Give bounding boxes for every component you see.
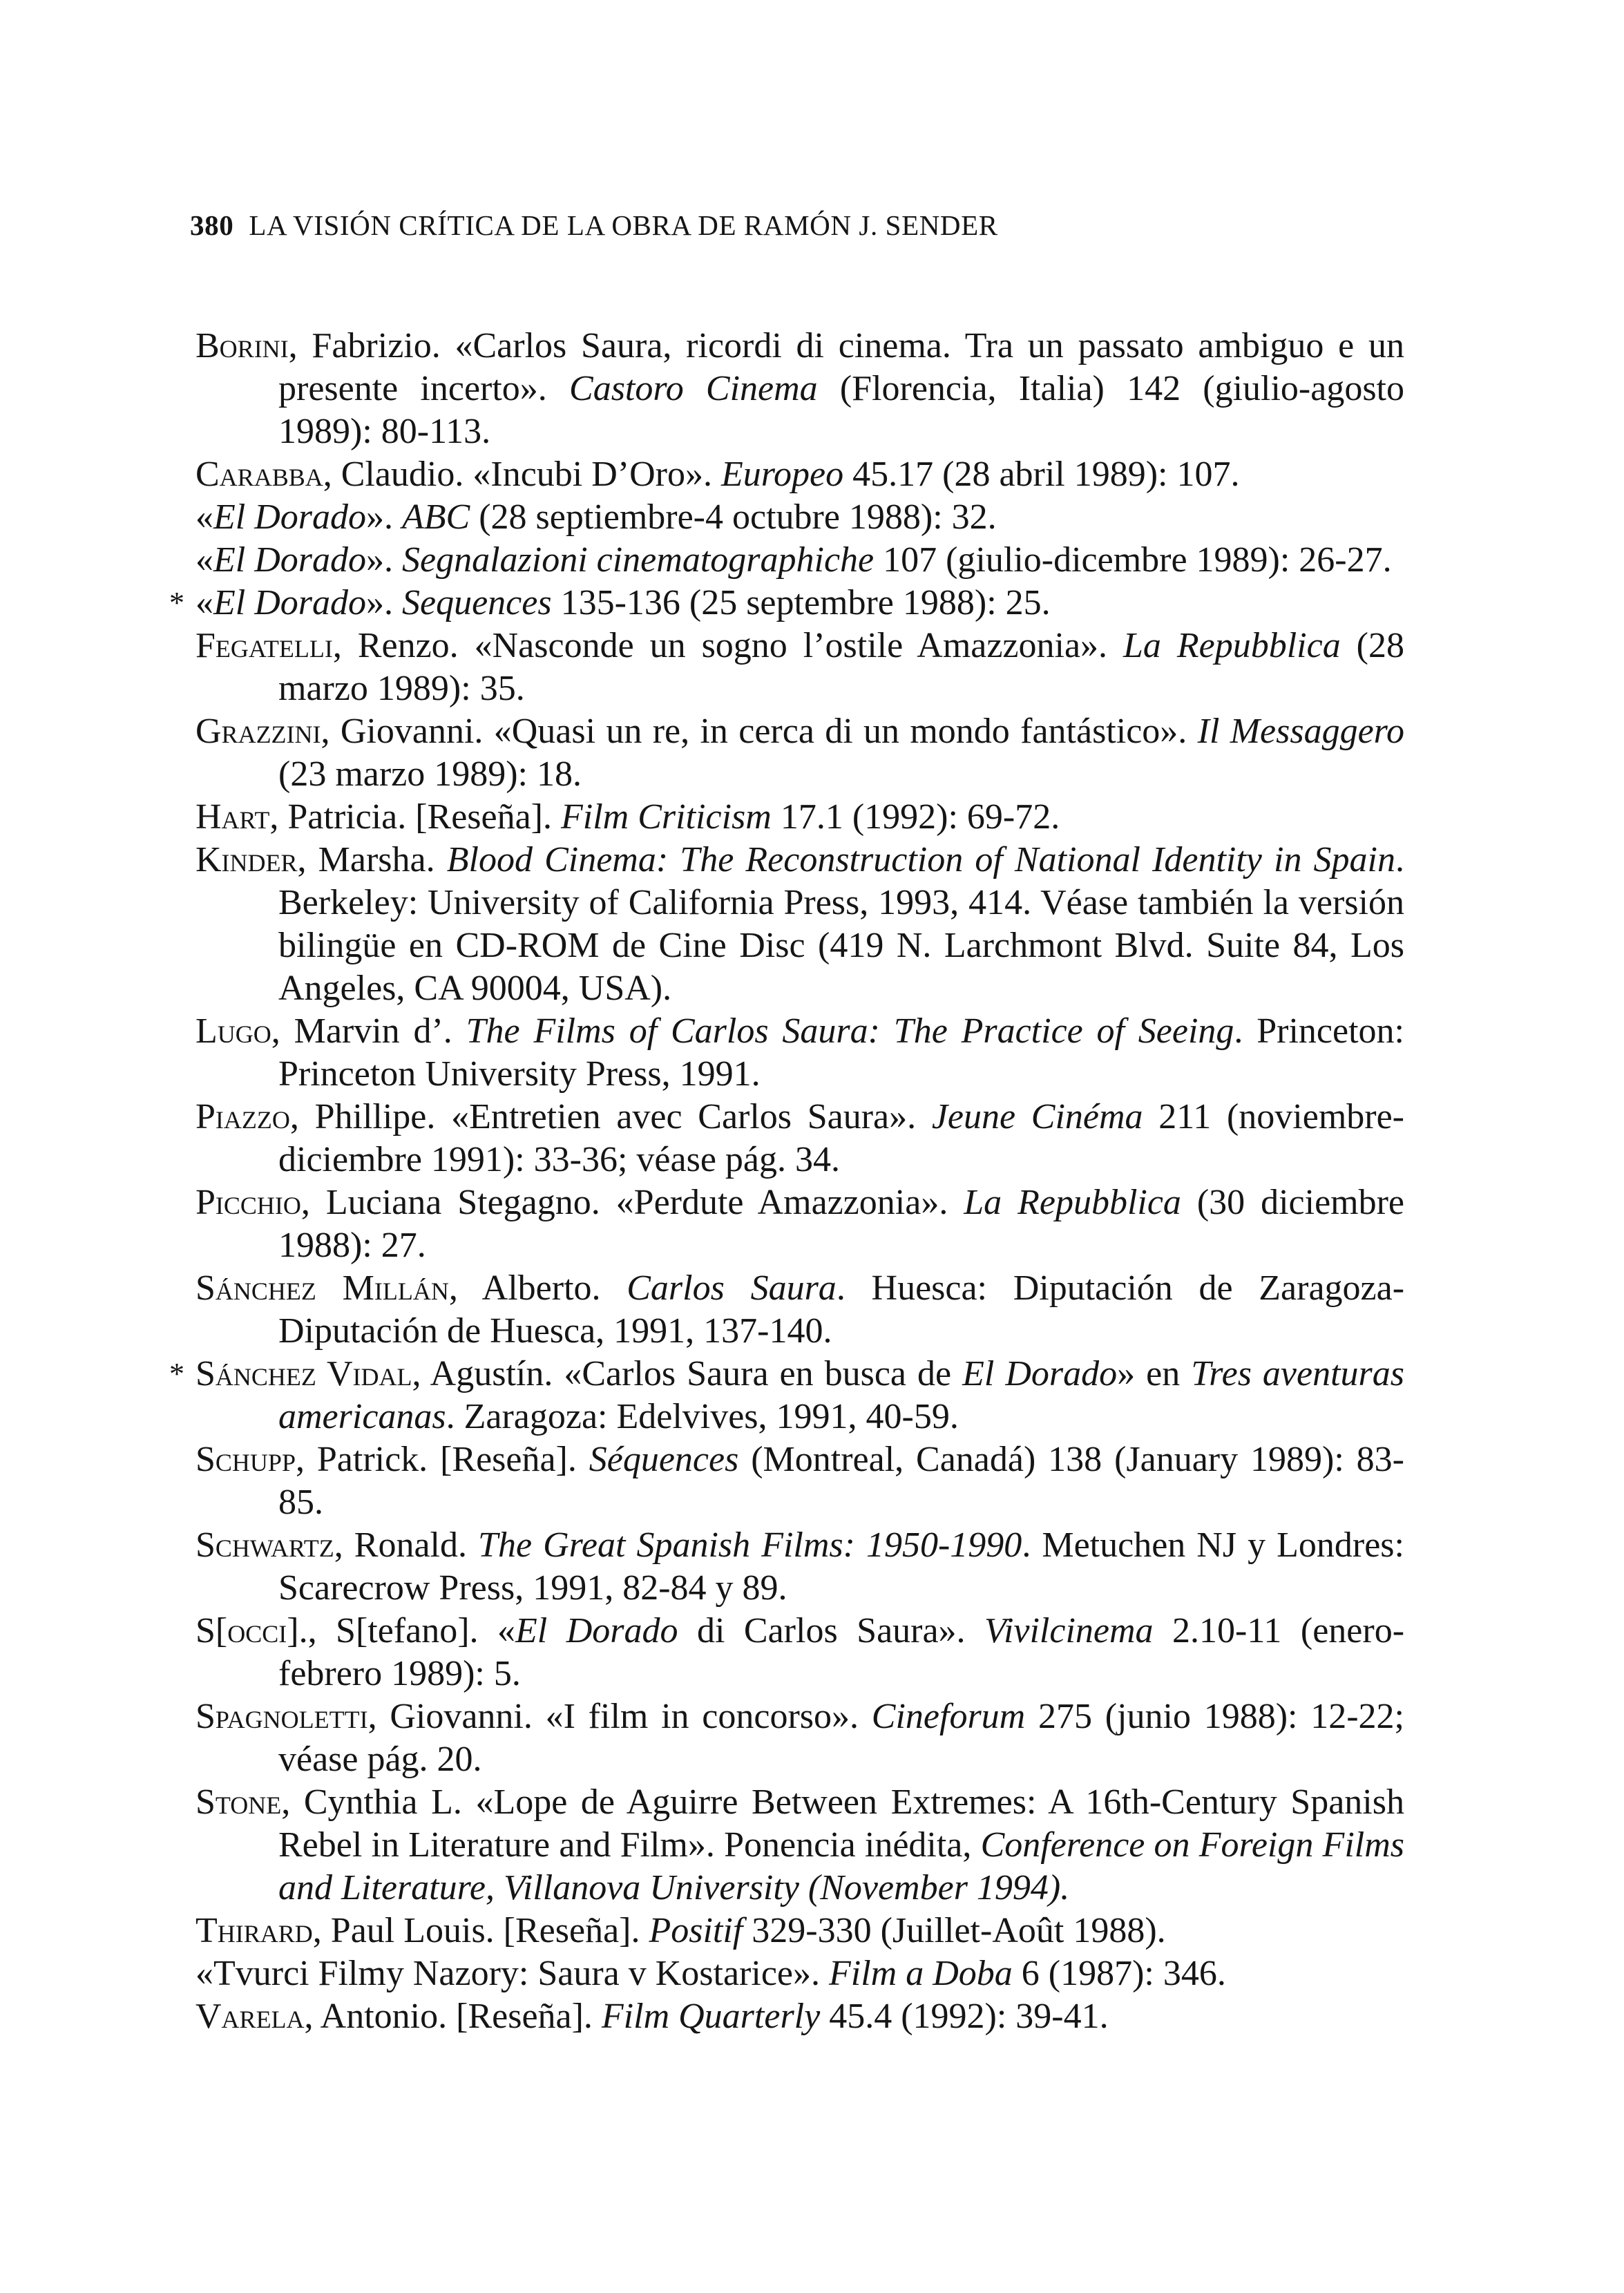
italic-title: El Dorado	[213, 497, 366, 537]
italic-title: La Repubblica	[964, 1183, 1181, 1222]
bibliography-entry	[195, 710, 1404, 796]
author-surname: Hart	[195, 797, 270, 837]
asterisk-marker: *	[169, 1357, 184, 1391]
bibliography-entry	[195, 453, 1404, 496]
italic-title: El Dorado	[515, 1611, 678, 1650]
author-surname: Borini	[195, 326, 289, 365]
entry-text: di Carlos Saura».	[678, 1611, 985, 1650]
asterisk-marker: *	[169, 586, 184, 620]
entry-text: , Marsha.	[297, 840, 447, 879]
italic-title: Europeo	[720, 455, 844, 494]
italic-title: Vivilcinema	[984, 1611, 1154, 1650]
italic-title: ABC	[402, 497, 470, 537]
entry-text: 2.10-11 (enero-febrero 1989): 5.	[278, 1611, 1405, 1693]
italic-title: The Great Spanish Films: 1950-1990	[478, 1525, 1022, 1565]
entry-text: 329-330 (Juillet-Août 1988).	[743, 1911, 1166, 1950]
author-surname: Fegatelli	[195, 626, 333, 665]
author-surname: Schwartz	[195, 1525, 334, 1565]
entry-text: , Fabrizio. «Carlos Saura, ricordi di cinema. Tra un passato ambiguo e un presente incerto».	[278, 326, 1404, 408]
bibliography-entry	[195, 1610, 1404, 1695]
bibliography-entry	[195, 1695, 1404, 1781]
italic-title: Castoro Cinema	[569, 369, 818, 408]
entry-text: , Agustín. «Carlos Saura en busca de	[412, 1354, 963, 1393]
entry-text: , Patrick. [Reseña].	[295, 1440, 589, 1479]
entry-text: . Berkeley: University of California Press, 1993, 414. Véase también la versión bilingüe en CD-ROM de Cine Disc (419 N. Larchmont Blvd. Suite 84, Los Angeles, CA 90004, USA).	[278, 840, 1405, 1008]
italic-title: Jeune Cinéma	[931, 1097, 1143, 1136]
bibliography-entry	[195, 1096, 1404, 1181]
entry-text: . Metuchen NJ y Londres: Scarecrow Press, 1991, 82-84 y 89.	[278, 1525, 1404, 1608]
italic-title: Positif	[649, 1911, 743, 1950]
entry-text: ., S[tefano]. «	[298, 1611, 516, 1650]
bibliography-entry	[195, 1910, 1404, 1952]
author-surname: Piazzo	[195, 1097, 290, 1136]
author-surname: Thirard	[195, 1911, 313, 1950]
author-surname: Carabba	[195, 455, 323, 494]
bibliography-entry	[195, 1952, 1404, 1995]
entry-text: , Claudio. «Incubi D’Oro».	[323, 455, 721, 494]
entry-text: ».	[366, 583, 402, 622]
author-surname: Stone	[195, 1782, 282, 1822]
entry-text: ».	[366, 497, 402, 537]
entry-text: , Antonio. [Reseña].	[304, 1997, 602, 2036]
entry-text: 275 (junio 1988): 12-22; véase pág. 20.	[278, 1697, 1404, 1779]
entry-text: «	[195, 540, 213, 580]
bibliography-entry	[169, 582, 1404, 625]
entry-text: , Cynthia L. «Lope de Aguirre Between Extremes: A 16th-Century Spanish Rebel in Literature and Film». Ponencia inédita,	[278, 1782, 1404, 1865]
bibliography-entry	[195, 1995, 1404, 2038]
entry-text: . Zaragoza: Edelvives, 1991, 40-59.	[446, 1397, 959, 1436]
bibliography-entry	[169, 1353, 1405, 1438]
entry-text: 45.17 (28 abril 1989): 107.	[843, 455, 1240, 494]
italic-title: Segnalazioni cinematographiche	[402, 540, 875, 580]
entry-text: , Patricia. [Reseña].	[269, 797, 562, 837]
italic-title: Sequences	[402, 583, 552, 622]
entry-text: «	[195, 497, 213, 537]
author-surname: Lugo	[195, 1011, 271, 1051]
entry-text: «Tvurci Filmy Nazory: Saura v Kostarice».	[195, 1954, 829, 1993]
running-title: LA VISIÓN CRÍTICA DE LA OBRA DE RAMÓN J. SENDER	[249, 209, 998, 241]
entry-text: , Ronald.	[334, 1525, 479, 1565]
bibliography-entry	[195, 1267, 1404, 1353]
italic-title: La Repubblica	[1123, 626, 1341, 665]
entry-text: (23 marzo 1989): 18.	[278, 754, 582, 794]
entry-text: 6 (1987): 346.	[1012, 1954, 1226, 1993]
entry-text: ».	[366, 540, 402, 580]
italic-title: El Dorado	[213, 540, 366, 580]
entry-text: (Montreal, Canadá) 138 (January 1989): 83-85.	[278, 1440, 1404, 1522]
page-number: 380	[190, 209, 234, 241]
entry-text: (28 marzo 1989): 35.	[278, 626, 1404, 708]
italic-title: Film Criticism	[561, 797, 772, 837]
bibliography-entry	[195, 796, 1404, 839]
italic-title: The Films of Carlos Saura: The Practice of Seeing	[466, 1011, 1234, 1051]
bibliography-entry	[195, 1524, 1404, 1610]
entry-text: , Luciana Stegagno. «Perdute Amazzonia».	[300, 1183, 964, 1222]
entry-text: , Giovanni. «Quasi un re, in cerca di un mondo fantástico».	[321, 712, 1198, 751]
author-surname: Sánchez Vidal	[195, 1354, 412, 1393]
italic-title: Conference on Foreign Films and Literature, Villanova University (November 1994).	[278, 1825, 1405, 1907]
italic-title: Il Messaggero	[1197, 712, 1404, 751]
italic-title: Film a Doba	[828, 1954, 1013, 1993]
italic-title: Blood Cinema: The Reconstruction of National Identity in Spain	[446, 840, 1396, 879]
entry-text: (Florencia, Italia) 142 (giulio-agosto 1989): 80-113.	[278, 369, 1405, 451]
entry-text: » en	[1117, 1354, 1192, 1393]
bibliography-entry	[195, 1010, 1404, 1096]
entry-text: , Renzo. «Nasconde un sogno l’ostile Amazzonia».	[332, 626, 1124, 665]
entry-text: 45.4 (1992): 39-41.	[820, 1997, 1109, 2036]
entry-text: «	[195, 583, 213, 622]
author-surname: Picchio	[195, 1183, 301, 1222]
bibliography-entry	[195, 1181, 1404, 1267]
italic-title: Séquences	[589, 1440, 739, 1479]
entry-text: (28 septiembre-4 octubre 1988): 32.	[470, 497, 997, 537]
entry-text: 17.1 (1992): 69-72.	[771, 797, 1060, 837]
entry-text: , Paul Louis. [Reseña].	[312, 1911, 649, 1950]
italic-title: Tres aventuras americanas	[278, 1354, 1405, 1436]
entry-text: , Alberto.	[448, 1268, 627, 1308]
italic-title: Cineforum	[871, 1697, 1026, 1736]
running-head	[190, 209, 998, 242]
entry-text: , Giovanni. «I film in concorso».	[367, 1697, 872, 1736]
entry-text: 107 (giulio-dicembre 1989): 26-27.	[874, 540, 1392, 580]
author-surname: Kinder	[195, 840, 298, 879]
entry-text: , Phillipe. «Entretien avec Carlos Saura».	[289, 1097, 932, 1136]
italic-title: Film Quarterly	[601, 1997, 821, 2036]
bibliography-entry	[195, 496, 1404, 539]
entry-text: , Marvin d’.	[271, 1011, 466, 1051]
bibliography-list	[169, 325, 1405, 2038]
author-surname: Spagnoletti	[195, 1697, 368, 1736]
bibliography-entry	[195, 625, 1404, 710]
author-surname: Grazzini	[195, 712, 321, 751]
bibliography-entry	[195, 539, 1404, 582]
italic-title: Carlos Saura	[627, 1268, 837, 1308]
entry-text: 211 (noviembre-diciembre 1991): 33-36; véase pág. 34.	[278, 1097, 1404, 1179]
author-surname: Varela	[195, 1997, 305, 2036]
italic-title: El Dorado	[213, 583, 366, 622]
bibliography-entry	[195, 1438, 1404, 1524]
entry-text: (30 diciembre 1988): 27.	[278, 1183, 1404, 1265]
entry-text: . Huesca: Diputación de Zaragoza-Diputación de Huesca, 1991, 137-140.	[278, 1268, 1405, 1351]
entry-text: 135-136 (25 septembre 1988): 25.	[551, 583, 1051, 622]
entry-text: . Princeton: Princeton University Press, 1991.	[278, 1011, 1404, 1094]
bibliography-entry	[195, 839, 1404, 1010]
author-surname: Schupp	[195, 1440, 296, 1479]
author-surname: S[occi]	[195, 1611, 299, 1650]
bibliography-entry	[195, 1781, 1404, 1910]
author-surname: Sánchez Millán	[195, 1268, 449, 1308]
italic-title: El Dorado	[962, 1354, 1118, 1393]
bibliography-entry	[195, 325, 1404, 453]
